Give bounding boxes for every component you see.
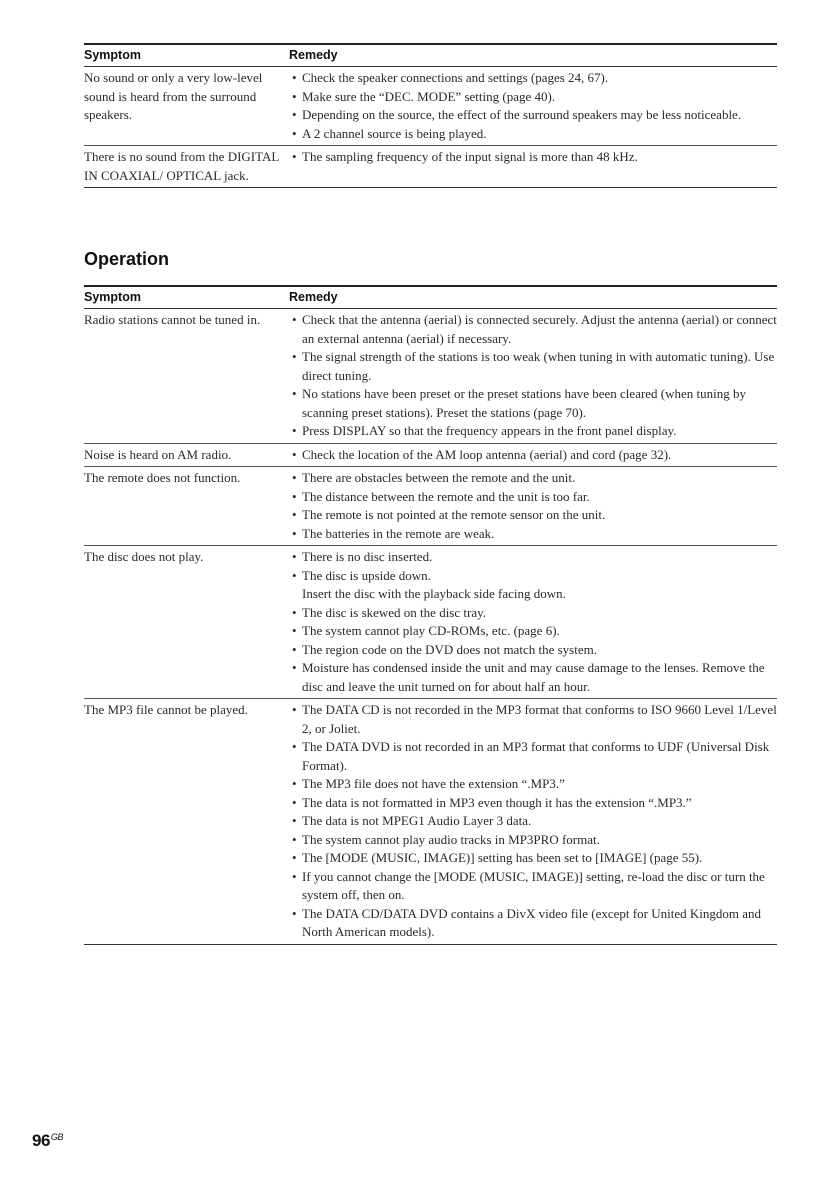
table-row	[84, 546, 777, 699]
remedy-cell	[288, 467, 777, 546]
remedy-item: • The signal strength of the stations is too weak (when tuning in with automatic tuning). Use direct tuning.	[288, 348, 777, 385]
table-row	[84, 67, 777, 146]
remedy-item: • The data is not MPEG1 Audio Layer 3 data.	[288, 812, 777, 831]
remedy-list	[288, 701, 777, 942]
remedy-item: • The remote is not pointed at the remote sensor on the unit.	[288, 506, 777, 525]
remedy-cell	[288, 546, 777, 699]
table-body	[84, 67, 777, 188]
remedy-list	[288, 148, 777, 167]
troubleshooting-table-sound	[84, 43, 777, 188]
page-number-value: 96	[32, 1131, 50, 1150]
remedy-list	[288, 548, 777, 696]
remedy-item: • The region code on the DVD does not match the system.	[288, 641, 777, 660]
remedy-item: • Check the speaker connections and settings (pages 24, 67).	[288, 69, 777, 88]
remedy-cell	[288, 443, 777, 467]
remedy-item: • Check that the antenna (aerial) is connected securely. Adjust the antenna (aerial) or connect an external antenna (aerial) if necessary.	[288, 311, 777, 348]
remedy-item: • The distance between the remote and the unit is too far.	[288, 488, 777, 507]
remedy-list	[288, 311, 777, 441]
remedy-item: Insert the disc with the playback side facing down.	[302, 586, 566, 601]
remedy-item: • A 2 channel source is being played.	[288, 125, 777, 144]
table-body	[84, 309, 777, 945]
remedy-cell	[288, 146, 777, 188]
remedy-list	[288, 69, 777, 143]
symptom-cell: Radio stations cannot be tuned in.	[84, 309, 288, 444]
table-row	[84, 309, 777, 444]
symptom-cell: The disc does not play.	[84, 546, 288, 699]
symptom-cell: The remote does not function.	[84, 467, 288, 546]
remedy-item: • If you cannot change the [MODE (MUSIC, IMAGE)] setting, re-load the disc or turn the system off, then on.	[288, 868, 777, 905]
remedy-list	[288, 469, 777, 543]
symptom-cell: Noise is heard on AM radio.	[84, 443, 288, 467]
troubleshooting-table-operation	[84, 285, 777, 945]
remedy-cell	[288, 699, 777, 945]
table-row	[84, 146, 777, 188]
remedy-item: • The DATA CD is not recorded in the MP3 format that conforms to ISO 9660 Level 1/Level 2, or Joliet.	[288, 701, 777, 738]
remedy-item: • The MP3 file does not have the extension “.MP3.”	[288, 775, 777, 794]
table-row	[84, 443, 777, 467]
remedy-item: • There are obstacles between the remote and the unit.	[288, 469, 777, 488]
remedy-cell	[288, 309, 777, 444]
remedy-item: • Moisture has condensed inside the unit and may cause damage to the lenses. Remove the disc and leave the unit turned on for about half an hour.	[288, 659, 777, 696]
page-region: GB	[50, 1132, 63, 1142]
remedy-list	[288, 446, 777, 465]
remedy-item: • The disc is skewed on the disc tray.	[288, 604, 777, 623]
symptom-header: Symptom	[84, 286, 288, 309]
remedy-item: • The DATA DVD is not recorded in an MP3 format that conforms to UDF (Universal Disk Format).	[288, 738, 777, 775]
remedy-cell	[288, 67, 777, 146]
remedy-header: Remedy	[288, 44, 777, 67]
remedy-item: • No stations have been preset or the preset stations have been cleared (when tuning by scanning preset stations). Preset the stations (page 70).	[288, 385, 777, 422]
symptom-cell: There is no sound from the DIGITAL IN COAXIAL/ OPTICAL jack.	[84, 146, 288, 188]
remedy-item: • The data is not formatted in MP3 even though it has the extension “.MP3.”	[288, 794, 777, 813]
table-row	[84, 467, 777, 546]
remedy-item: • The system cannot play audio tracks in MP3PRO format.	[288, 831, 777, 850]
symptom-cell: No sound or only a very low-level sound is heard from the surround speakers.	[84, 67, 288, 146]
symptom-header: Symptom	[84, 44, 288, 67]
remedy-header: Remedy	[288, 286, 777, 309]
remedy-item: • The system cannot play CD-ROMs, etc. (page 6).	[288, 622, 777, 641]
remedy-item: • Check the location of the AM loop antenna (aerial) and cord (page 32).	[288, 446, 777, 465]
section-title-operation: Operation	[84, 249, 170, 269]
remedy-item: • The [MODE (MUSIC, IMAGE)] setting has been set to [IMAGE] (page 55).	[288, 849, 777, 868]
remedy-item: • The batteries in the remote are weak.	[288, 525, 777, 544]
remedy-item: • There is no disc inserted.	[288, 548, 777, 567]
remedy-item: • The sampling frequency of the input signal is more than 48 kHz.	[288, 148, 777, 167]
remedy-item: • The disc is upside down.	[288, 567, 777, 586]
remedy-item: • Depending on the source, the effect of the surround speakers may be less noticeable.	[288, 106, 777, 125]
remedy-item: • Make sure the “DEC. MODE” setting (page 40).	[288, 88, 777, 107]
remedy-item: • The DATA CD/DATA DVD contains a DivX video file (except for United Kingdom and North American models).	[288, 905, 777, 942]
symptom-cell: The MP3 file cannot be played.	[84, 699, 288, 945]
remedy-item: • Press DISPLAY so that the frequency appears in the front panel display.	[288, 422, 777, 441]
table-row	[84, 699, 777, 945]
page-number	[32, 1131, 63, 1151]
